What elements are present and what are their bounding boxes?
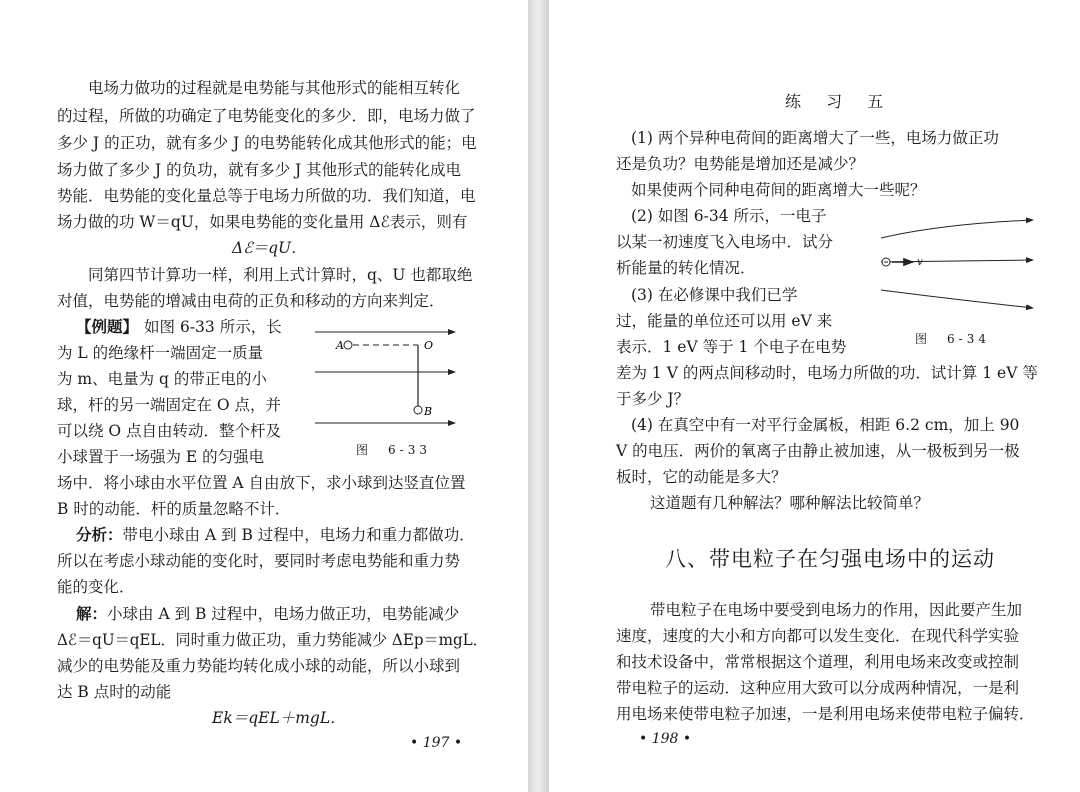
label-b: B (424, 405, 433, 418)
analysis-line: 带电小球由 A 到 B 过程中，电场力和重力都做功． (122, 526, 475, 544)
book-gutter (528, 0, 549, 792)
analysis-line: 能的变化． (57, 578, 135, 596)
exercise-line: (4) 在真空中有一对平行金属板，相距 6.2 cm，加上 90 (631, 416, 1020, 434)
label-o: O (424, 339, 434, 352)
exercise-line: V 的电压．两价的氧离子由静止被加速，从一极板到另一极 (616, 442, 1020, 460)
solution-block (76, 604, 459, 624)
exercise-line: 过，能量的单位还可以用 eV 来 (616, 312, 833, 330)
exercise-line: 这道题有几种解法？哪种解法比较简单？ (650, 494, 930, 512)
exercise-line: 表示．1 eV 等于 1 个电子在电势 (616, 338, 847, 356)
example-line: 为 L 的绝缘杆一端固定一质量 (57, 344, 264, 362)
analysis-line: 所以在考虑小球动能的变化时，要同时考虑电势能和重力势 (57, 552, 461, 570)
example-line: 小球置于一场强为 E 的匀强电 (57, 448, 265, 466)
paragraph-line: 势能．电势能的变化量总等于电场力所做的功．我们知道，电 (57, 187, 476, 205)
page-number: • 197 • (410, 735, 463, 751)
figure-caption: 图 6-33 (356, 443, 431, 457)
example-line: 为 m、电量为 q 的带正电的小 (57, 370, 267, 388)
label-a: A (336, 339, 344, 352)
right-page (549, 0, 1080, 792)
exercise-line: 于多少 J？ (616, 390, 690, 408)
figure-6-34 (871, 210, 1041, 325)
paragraph-line: 场力做了多少 J 的负功，就有多少 J 其他形式的能转化成电 (57, 161, 462, 179)
section-title: 八、带电粒子在匀强电场中的运动 (665, 547, 995, 571)
solution-line: 小球由 A 到 B 过程中，电场力做正功，电势能减少 (107, 605, 460, 623)
exercise-line: (3) 在必修课中我们已学 (631, 286, 798, 304)
solution-line: 减少的电势能及重力势能均转化成小球的动能，所以小球到 (57, 657, 461, 675)
page-number: • 198 • (639, 731, 692, 747)
example-block (76, 317, 282, 337)
exercise-title: 练 习 五 (785, 92, 894, 111)
example-line: 球，杆的另一端固定在 O 点，并 (57, 396, 282, 414)
exercise-line: 以某一初速度飞入电场中．试分 (616, 233, 834, 251)
paragraph-line: 对值，电势能的增减由电荷的正负和移动的方向来判定． (57, 292, 445, 310)
example-line: 如图 6-33 所示，长 (144, 318, 282, 336)
left-page (0, 0, 528, 792)
exercise-line: 板时，它的动能是多大？ (616, 468, 787, 486)
section-line: 和技术设备中，常常根据这个道理，利用电场来改变或控制 (616, 653, 1020, 671)
analysis-label: 分析： (76, 525, 123, 544)
paragraph-line: 场力做的功 W＝qU，如果电势能的变化量用 Δℰ表示，则有 (57, 213, 468, 231)
paragraph-line: 多少 J 的正功，就有多少 J 的电势能转化成其他形式的能；电 (57, 134, 477, 152)
solution-label: 解： (76, 604, 108, 623)
exercise-line: (1) 两个异种电荷间的距离增大了一些，电场力做正功 (631, 129, 999, 147)
exercise-line: 差为 1 V 的两点间移动时，电场力所做的功．试计算 1 eV 等 (616, 364, 1038, 382)
solution-line: Δℰ＝qU＝qEL．同时重力做正功，重力势能减少 ΔEp＝mgL． (57, 631, 488, 649)
section-line: 带电粒子的运动．这种应用大致可以分成两种情况，一是利 (616, 679, 1020, 697)
label-v: v (917, 257, 923, 268)
exercise-line: 还是负功？电势能是增加还是减少？ (616, 155, 865, 173)
solution-line: 达 B 点时的动能 (57, 683, 172, 701)
section-line: 带电粒子在电场中要受到电场力的作用，因此要产生加 (650, 601, 1023, 619)
example-line: 可以绕 O 点自由转动．整个杆及 (57, 422, 282, 440)
paragraph-line: 同第四节计算功一样，利用上式计算时，q、U 也都取绝 (88, 266, 473, 284)
example-line: B 时的动能．杆的质量忽略不计． (57, 500, 291, 518)
exercise-line: 如果使两个同种电荷间的距离增大一些呢？ (631, 181, 926, 199)
equation-kinetic-energy: Ek＝qEL＋mgL． (212, 709, 346, 727)
analysis-block (76, 525, 475, 545)
example-label: 【例题】 (76, 317, 139, 336)
paragraph-line: 电场力做功的过程就是电势能与其他形式的能相互转化 (88, 79, 461, 97)
figure-caption: 图 6-34 (915, 332, 990, 346)
paragraph-line: 的过程，所做的功确定了电势能变化的多少．即，电场力做了 (57, 107, 476, 125)
section-line: 用电场来使带电粒子加速，一是利用电场来使带电粒子偏转． (616, 705, 1035, 723)
example-line: 场中．将小球由水平位置 A 自由放下，求小球到达竖直位置 (57, 474, 466, 492)
exercise-line: (2) 如图 6-34 所示，一电子 (631, 207, 827, 225)
section-line: 速度，速度的大小和方向都可以发生变化．在现代科学实验 (616, 627, 1020, 645)
exercise-line: 析能量的转化情况． (616, 259, 756, 277)
equation-delta-e: Δℰ＝qU． (232, 239, 307, 257)
